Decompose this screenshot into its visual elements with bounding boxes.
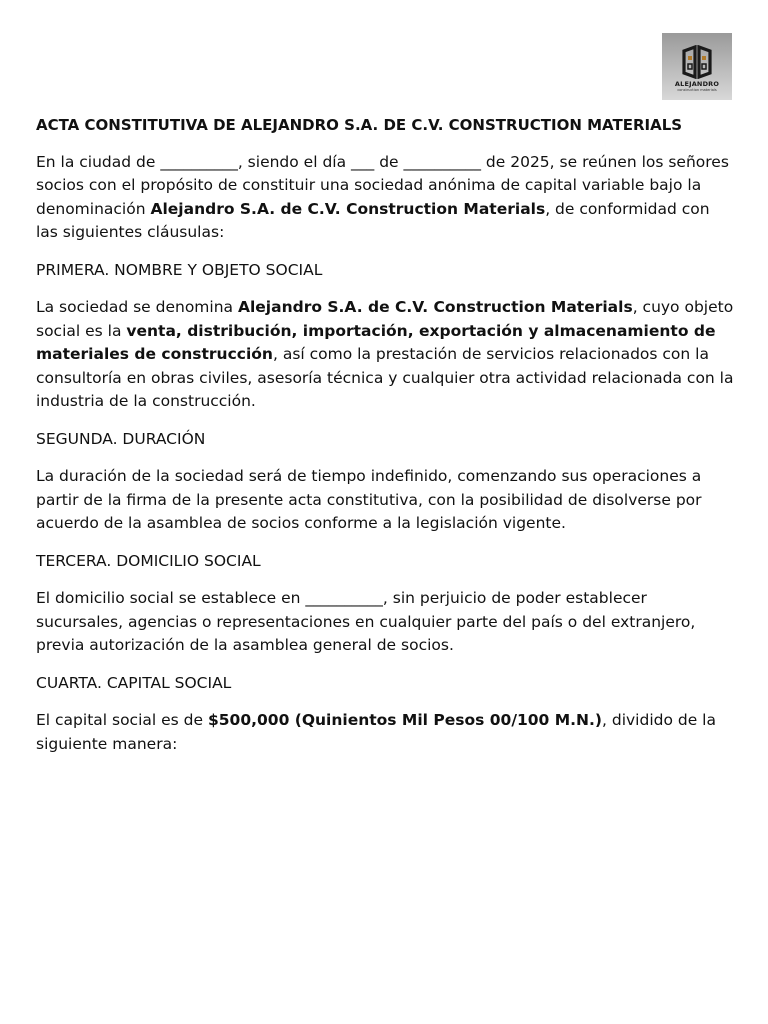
clause-cuarta-text-1: El capital social es de [36,711,208,729]
clause-heading-primera: PRIMERA. NOMBRE Y OBJETO SOCIAL [36,260,323,279]
clause-primera-company: Alejandro S.A. de C.V. Construction Materials [237,298,633,316]
capital-amount: $500,000 (Quinientos Mil Pesos 00/100 M.N.) [207,711,602,729]
company-name: Alejandro S.A. de C.V. Construction Materials [150,199,546,218]
clause-primera-text-3: , así como la prestación de servicios relacionados con la consultoría en obras civiles, asesoría técnica y cualquier otra actividad relacionada con la industria de la construcción. [36,345,734,410]
intro-text-1: En la ciudad de __________, siendo el día ___ de __________ de 2025, se reúnen los señores socios con el propósito de constituir una sociedad anónima de capital variable bajo la denominación [36,152,729,218]
clause-text-segunda: La duración de la sociedad será de tiempo indefinido, comenzando sus operaciones a partir de la firma de la presente acta constitutiva, con la posibilidad de disolverse por acuerdo de la asamblea de socios conforme a la legislación vigente. [36,467,702,532]
clause-primera-text-1: La sociedad se denomina [36,298,238,316]
clause-heading-segunda: SEGUNDA. DURACIÓN [36,429,206,448]
clause-heading-cuarta: CUARTA. CAPITAL SOCIAL [36,673,232,692]
clause-text-tercera: El domicilio social se establece en __________, sin perjuicio de poder establecer sucursales, agencias o representaciones en cualquier parte del país o del extranjero, previa autorización de la asamblea general de socios. [36,589,696,654]
logo-wordmark: ALEJANDRO [674,80,720,88]
clause-primera-object: venta, distribución, importación, exportación y almacenamiento de materiales de construcción [36,321,716,363]
document-title: ACTA CONSTITUTIVA DE ALEJANDRO S.A. DE C.V. CONSTRUCTION MATERIALS [36,116,683,134]
company-logo [662,33,732,100]
document-body [36,114,736,770]
intro-text-2: , de conformidad con las siguientes cláusulas: [36,199,710,241]
intro-paragraph [36,151,736,245]
building-blocks-logo-icon [680,45,714,79]
clause-text-cuarta [36,709,736,756]
clause-cuarta-text-2: , dividido de la siguiente manera: [36,711,716,753]
clause-primera-text-2: , cuyo objeto social es la [36,298,734,340]
clause-heading-tercera: TERCERA. DOMICILIO SOCIAL [36,551,261,570]
clause-text-primera [36,296,736,414]
logo-tagline: construction materials [677,87,717,92]
